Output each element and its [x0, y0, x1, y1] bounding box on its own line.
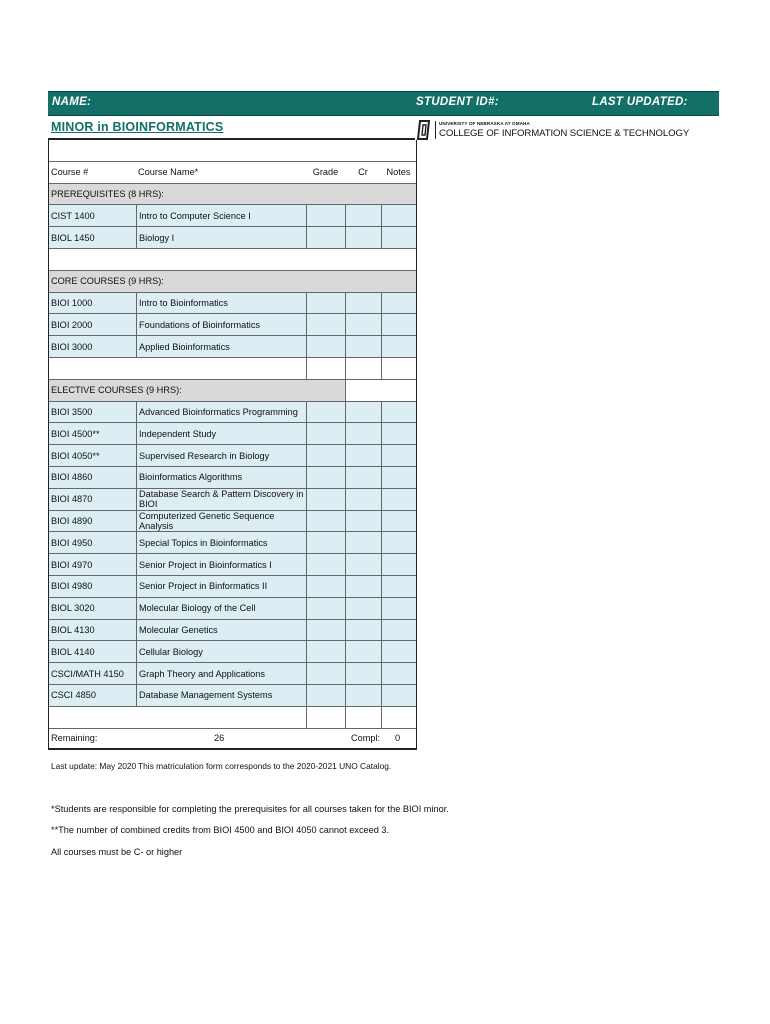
course-code: BIOL 4140	[51, 646, 95, 657]
course-name: Supervised Research in Biology	[136, 445, 306, 466]
credits-field[interactable]	[345, 554, 381, 575]
grade-field[interactable]	[306, 663, 345, 684]
grade-field[interactable]	[306, 489, 345, 510]
section-spacer	[345, 380, 416, 401]
course-code: BIOI 4950	[51, 537, 93, 548]
course-row	[49, 554, 416, 576]
notes-field[interactable]	[381, 489, 416, 510]
course-row	[49, 314, 416, 336]
course-name: Advanced Bioinformatics Programming	[136, 402, 306, 423]
course-row	[49, 402, 416, 424]
course-code: BIOI 2000	[51, 319, 93, 330]
credits-field[interactable]	[345, 402, 381, 423]
notes-field[interactable]	[381, 641, 416, 662]
credits-field[interactable]	[345, 227, 381, 248]
course-name: Molecular Biology of the Cell	[136, 598, 306, 619]
grade-field[interactable]	[306, 358, 345, 379]
course-name: Database Search & Pattern Discovery in BIOI	[136, 489, 306, 510]
logo-divider	[435, 121, 436, 139]
credits-field[interactable]	[345, 641, 381, 662]
spacer-row	[49, 140, 416, 162]
name-label: NAME:	[52, 96, 92, 108]
course-row	[49, 576, 416, 598]
completed-value: 0	[395, 733, 401, 744]
notes-field[interactable]	[381, 554, 416, 575]
course-row	[49, 489, 416, 511]
notes-field[interactable]	[381, 598, 416, 619]
grade-field[interactable]	[306, 576, 345, 597]
notes-field[interactable]	[381, 511, 416, 532]
notes-field[interactable]	[381, 467, 416, 488]
grade-field[interactable]	[306, 445, 345, 466]
course-code: BIOI 4890	[51, 515, 93, 526]
section-label: ELECTIVE COURSES (9 HRS):	[51, 385, 182, 396]
credits-field[interactable]	[345, 467, 381, 488]
notes-field[interactable]	[381, 402, 416, 423]
course-row	[49, 467, 416, 489]
college-logo	[416, 118, 689, 142]
course-name: Computerized Genetic Sequence Analysis	[136, 511, 306, 532]
grade-field[interactable]	[306, 511, 345, 532]
col-course-code: Course #	[51, 167, 89, 178]
notes-field[interactable]	[381, 707, 416, 728]
course-name: Independent Study	[136, 423, 306, 444]
notes-field[interactable]	[381, 293, 416, 314]
credits-field[interactable]	[345, 707, 381, 728]
course-row	[49, 336, 416, 358]
grade-field[interactable]	[306, 402, 345, 423]
col-grade: Grade	[312, 167, 339, 178]
grade-field[interactable]	[306, 598, 345, 619]
remaining-label: Remaining:	[51, 733, 98, 744]
note-prerequisites: *Students are responsible for completing the prerequisites for all courses taken for the BIOI minor.	[51, 804, 449, 814]
credits-field[interactable]	[345, 445, 381, 466]
notes-field[interactable]	[381, 445, 416, 466]
course-name: Molecular Genetics	[136, 620, 306, 641]
form-title: MINOR in BIOINFORMATICS	[51, 120, 224, 134]
credits-field[interactable]	[345, 532, 381, 553]
course-row	[49, 685, 416, 707]
course-row	[49, 227, 416, 249]
notes-field[interactable]	[381, 532, 416, 553]
course-code: BIOI 3000	[51, 341, 93, 352]
completed-label: Compl:	[351, 733, 381, 744]
remaining-value: 26	[214, 733, 225, 744]
grade-field[interactable]	[306, 227, 345, 248]
course-form	[48, 140, 417, 750]
course-name: Applied Bioinformatics	[136, 336, 306, 357]
course-row	[49, 293, 416, 315]
remaining-row	[49, 729, 416, 751]
credits-field[interactable]	[345, 336, 381, 357]
course-code: CIST 1400	[51, 210, 95, 221]
course-code: CSCI 4850	[51, 690, 96, 701]
credits-field[interactable]	[345, 685, 381, 706]
grade-field[interactable]	[306, 641, 345, 662]
grade-field[interactable]	[306, 336, 345, 357]
credits-field[interactable]	[345, 576, 381, 597]
section-label: CORE COURSES (9 HRS):	[51, 276, 164, 287]
course-code: BIOI 4870	[51, 494, 93, 505]
last-update-note: Last update: May 2020	[51, 761, 137, 771]
course-name: Senior Project in Binformatics II	[136, 576, 306, 597]
grade-field[interactable]	[306, 554, 345, 575]
course-code: BIOI 1000	[51, 297, 93, 308]
blank-row	[49, 707, 416, 729]
credits-field[interactable]	[345, 314, 381, 335]
blank-row	[49, 358, 416, 380]
course-code: BIOL 1450	[51, 232, 95, 243]
course-row	[49, 620, 416, 642]
section-label: PREREQUISITES (8 HRS):	[51, 188, 164, 199]
blank-row	[49, 249, 416, 271]
credits-field[interactable]	[345, 511, 381, 532]
course-row	[49, 423, 416, 445]
logo-college: COLLEGE OF INFORMATION SCIENCE & TECHNOLOGY	[439, 127, 690, 139]
course-code: BIOL 4130	[51, 624, 95, 635]
grade-field[interactable]	[306, 467, 345, 488]
grade-field[interactable]	[306, 685, 345, 706]
grade-field[interactable]	[306, 423, 345, 444]
header-bar	[48, 91, 719, 116]
course-name: Intro to Bioinformatics	[136, 293, 306, 314]
course-code: BIOI 4500**	[51, 428, 100, 439]
notes-field[interactable]	[381, 620, 416, 641]
credits-field[interactable]	[345, 423, 381, 444]
section-header-core	[49, 271, 416, 293]
last-updated-label: LAST UPDATED:	[592, 96, 688, 108]
course-name: Foundations of Bioinformatics	[136, 314, 306, 335]
course-row	[49, 445, 416, 467]
note-grade-requirement: All courses must be C- or higher	[51, 847, 183, 857]
grade-field[interactable]	[306, 314, 345, 335]
course-code: BIOI 4050**	[51, 450, 100, 461]
course-row	[49, 641, 416, 663]
course-name: Cellular Biology	[136, 641, 306, 662]
notes-field[interactable]	[381, 663, 416, 684]
col-course-name: Course Name*	[138, 167, 199, 178]
col-notes: Notes	[386, 167, 411, 178]
course-name: Senior Project in Bioinformatics I	[136, 554, 306, 575]
grade-field[interactable]	[306, 620, 345, 641]
notes-field[interactable]	[381, 576, 416, 597]
section-header-electives	[49, 380, 416, 402]
grade-field[interactable]	[306, 707, 345, 728]
course-code: CSCI/MATH 4150	[51, 668, 124, 679]
notes-field[interactable]	[381, 336, 416, 357]
course-name: Database Management Systems	[136, 685, 306, 706]
notes-field[interactable]	[381, 314, 416, 335]
credits-field[interactable]	[345, 620, 381, 641]
col-credits: Cr	[358, 167, 368, 178]
uno-logo-icon	[416, 119, 432, 141]
notes-field[interactable]	[381, 685, 416, 706]
course-code: BIOL 3020	[51, 603, 95, 614]
course-name: Intro to Computer Science I	[136, 205, 306, 226]
column-header-row	[49, 162, 416, 184]
grade-field[interactable]	[306, 532, 345, 553]
credits-field[interactable]	[345, 598, 381, 619]
credits-field[interactable]	[345, 358, 381, 379]
notes-field[interactable]	[381, 227, 416, 248]
course-name: Bioinformatics Algorithms	[136, 467, 306, 488]
note-credit-limit: **The number of combined credits from BIOI 4500 and BIOI 4050 cannot exceed 3.	[51, 825, 390, 835]
course-code: BIOI 4970	[51, 559, 93, 570]
course-name: Biology I	[136, 227, 306, 248]
notes-field[interactable]	[381, 205, 416, 226]
student-id-label: STUDENT ID#:	[416, 96, 499, 108]
grade-field[interactable]	[306, 293, 345, 314]
course-code: BIOI 3500	[51, 406, 93, 417]
course-code: BIOI 4860	[51, 472, 93, 483]
course-name: Graph Theory and Applications	[136, 663, 306, 684]
credits-field[interactable]	[345, 205, 381, 226]
course-name: Special Topics in Bioinformatics	[136, 532, 306, 553]
credits-field[interactable]	[345, 489, 381, 510]
course-row	[49, 205, 416, 227]
notes-field[interactable]	[381, 423, 416, 444]
section-header-prerequisites	[49, 184, 416, 206]
credits-field[interactable]	[345, 663, 381, 684]
logo-university: UNIVERSITY OF NEBRASKA AT OMAHA	[439, 120, 530, 126]
course-row	[49, 598, 416, 620]
course-row	[49, 511, 416, 533]
course-code: BIOI 4980	[51, 581, 93, 592]
grade-field[interactable]	[306, 205, 345, 226]
catalog-note: This matriculation form corresponds to the 2020-2021 UNO Catalog.	[138, 761, 392, 771]
course-row	[49, 532, 416, 554]
notes-field[interactable]	[381, 358, 416, 379]
course-row	[49, 663, 416, 685]
credits-field[interactable]	[345, 293, 381, 314]
